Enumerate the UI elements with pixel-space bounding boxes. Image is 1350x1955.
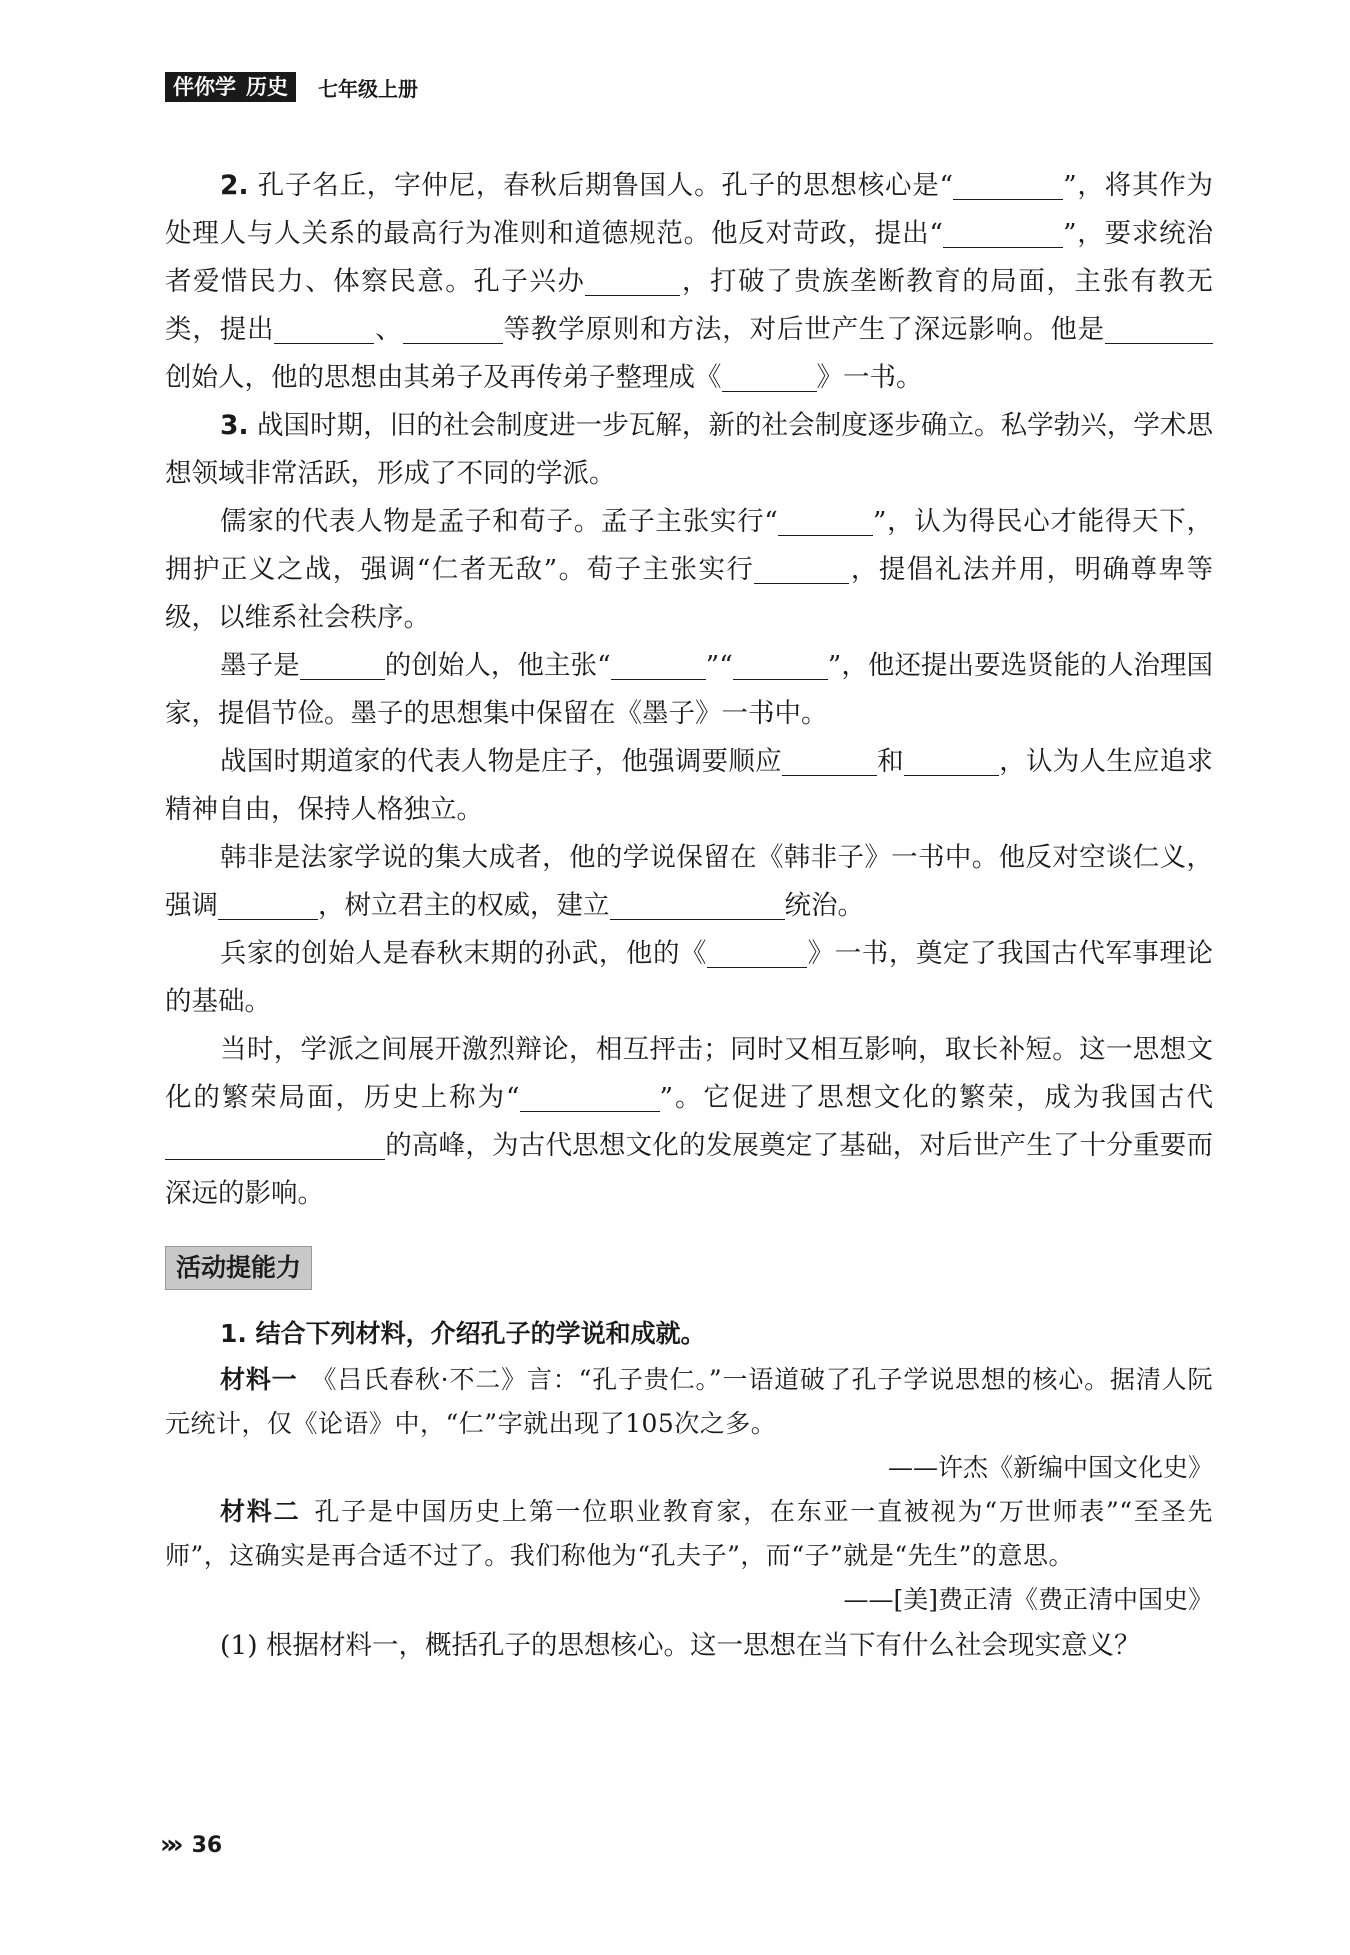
- answer-blank[interactable]: [1105, 309, 1213, 344]
- page-footer: [160, 1830, 222, 1860]
- text: 的高峰，为古代思想文化的发展奠定了基础，对后世产生了十分重要而深远的影响。: [165, 1130, 1213, 1209]
- text: 战国时期道家的代表人物是庄子，他强调要顺应: [220, 746, 782, 777]
- answer-blank[interactable]: [165, 1125, 385, 1160]
- answer-blank[interactable]: [782, 741, 877, 776]
- text: 》一书。: [816, 362, 923, 393]
- text: 儒家的代表人物是孟子和荀子。孟子主张实行“: [220, 506, 778, 537]
- taoist-paragraph: [165, 738, 1213, 834]
- page-number: 36: [191, 1832, 223, 1858]
- answer-blank[interactable]: [610, 885, 785, 920]
- answer-blank[interactable]: [943, 213, 1063, 248]
- material-label: 材料二: [220, 1497, 301, 1526]
- mohist-paragraph: [165, 642, 1213, 738]
- text: 的创始人，他主张“: [384, 650, 611, 681]
- activity-section: [165, 1310, 1213, 1670]
- answer-blank[interactable]: [274, 309, 374, 344]
- text: 、: [374, 314, 403, 345]
- text: 孔子名丘，字仲尼，春秋后期鲁国人。孔子的思想核心是“: [248, 170, 954, 201]
- fill-in-section: [165, 162, 1213, 1218]
- answer-blank[interactable]: [300, 645, 385, 680]
- text: 韩非是法家学说的集大成者，他的学说保留在《韩非子》一书中。他反对空谈仁义，强调: [165, 842, 1213, 921]
- page-header: [165, 72, 418, 102]
- text: ”。它促进了思想文化的繁荣，成为我国古代: [659, 1082, 1213, 1113]
- material-text: 孔子是中国历史上第一位职业教育家，在东亚一直被视为“万世师表”“至圣先师”，这确实是再合适不过了。我们称他为“孔夫子”，而“子”就是“先生”的意思。: [165, 1497, 1213, 1570]
- question-2: [165, 162, 1213, 402]
- question-number: 3.: [220, 410, 249, 441]
- text: ，认为人生应追求精神自由，保持人格独立。: [165, 746, 1214, 825]
- text: 和: [876, 746, 904, 777]
- military-paragraph: [165, 930, 1213, 1026]
- material-1: [165, 1358, 1213, 1446]
- series-badge: [165, 72, 296, 102]
- summary-paragraph: [165, 1026, 1213, 1218]
- material-source: ——[美]费正清《费正清中国史》: [843, 1585, 1213, 1614]
- text: 兵家的创始人是春秋末期的孙武，他的《: [220, 938, 708, 969]
- text: ，提倡礼法并用，明确尊卑等级，以维系社会秩序。: [165, 554, 1213, 633]
- answer-blank[interactable]: [953, 165, 1063, 200]
- answer-blank[interactable]: [520, 1077, 660, 1112]
- text: ，树立君主的权威，建立: [318, 890, 610, 921]
- text: ”，将其作为处理人与人关系的最高行为准则和道德规范。他反对苛政，提出“: [165, 170, 1213, 249]
- answer-blank[interactable]: [754, 549, 849, 584]
- material-text: 《吕氏春秋·不二》言：“孔子贵仁。”一语道破了孔子学说思想的核心。据清人阮元统计，仅《论语》中，“仁”字就出现了105次之多。: [165, 1365, 1213, 1438]
- text: 战国时期，旧的社会制度进一步瓦解，新的社会制度逐步确立。私学勃兴，学术思想领域非常活跃，形成了不同的学派。: [165, 410, 1213, 489]
- text: 等教学原则和方法，对后世产生了深远影响。他是: [502, 314, 1106, 345]
- answer-blank[interactable]: [733, 645, 828, 680]
- question-3: [165, 402, 1213, 498]
- text: 》一书，奠定了我国古代军事理论的基础。: [165, 938, 1214, 1017]
- subject-name: 历史: [246, 75, 288, 99]
- text: 墨子是: [220, 650, 300, 681]
- answer-blank[interactable]: [904, 741, 999, 776]
- text: 当时，学派之间展开激烈辩论，相互抨击；同时又相互影响，取长补短。这一思想文化的繁荣局面，历史上称为“: [165, 1034, 1213, 1113]
- confucian-paragraph: [165, 498, 1213, 642]
- material-label: 材料一: [220, 1365, 298, 1394]
- legalist-paragraph: [165, 834, 1213, 930]
- answer-blank[interactable]: [707, 933, 807, 968]
- answer-blank[interactable]: [611, 645, 706, 680]
- answer-blank[interactable]: [218, 885, 318, 920]
- text: 统治。: [784, 890, 864, 921]
- text: ”，认为得民心才能得天下，拥护正义之战，强调“仁者无敌”。荀子主张实行: [165, 506, 1213, 585]
- section-title: 活动提能力: [165, 1246, 312, 1290]
- material-source: ——许杰《新编中国文化史》: [887, 1453, 1213, 1482]
- answer-blank[interactable]: [403, 309, 503, 344]
- text: ”，他还提出要选贤能的人治理国家，提倡节俭。墨子的思想集中保留在《墨子》一书中。: [165, 650, 1213, 729]
- activity-question-1: 1. 结合下列材料，介绍孔子的学说和成就。: [220, 1319, 706, 1348]
- sub-question-1: (1) 根据材料一，概括孔子的思想核心。这一思想在当下有什么社会现实意义？: [220, 1630, 1141, 1661]
- text: 创始人，他的思想由其弟子及再传弟子整理成《: [165, 362, 722, 393]
- text: ，打破了贵族垄断教育的局面，主张有教无类，提出: [165, 266, 1214, 345]
- question-number: 2.: [220, 170, 249, 201]
- grade-label: 七年级上册: [318, 76, 418, 101]
- series-name: 伴你学: [173, 75, 236, 99]
- text: ”，要求统治者爱惜民力、体察民意。孔子兴办: [165, 218, 1213, 297]
- answer-blank[interactable]: [722, 357, 817, 392]
- material-2: [165, 1490, 1213, 1578]
- answer-blank[interactable]: [778, 501, 873, 536]
- text: ”“: [705, 650, 733, 681]
- answer-blank[interactable]: [585, 261, 680, 296]
- arrows-icon: »»: [160, 1830, 174, 1860]
